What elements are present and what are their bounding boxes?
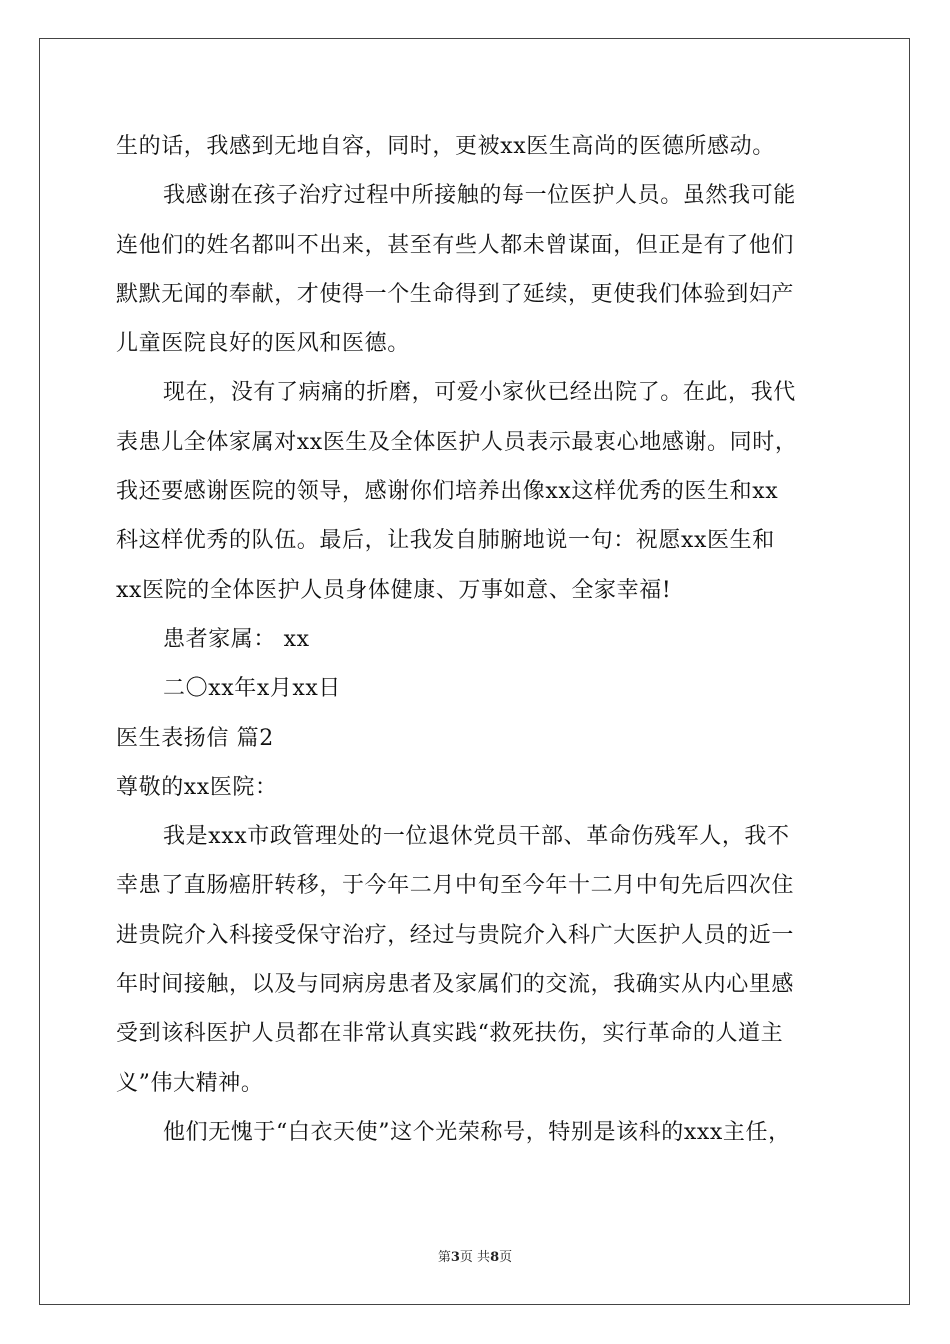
total-pages-number: 8 (490, 1250, 500, 1265)
text-line: 现在，没有了病痛的折磨，可爱小家伙已经出院了。在此，我代 (163, 380, 796, 406)
text-line: 连他们的姓名都叫不出来，甚至有些人都未曾谋面，但正是有了他们 (116, 232, 795, 258)
text-line: 我还要感谢医院的领导，感谢你们培养出像xx这样优秀的医生和xx (116, 479, 779, 505)
page-label-mid: 页 共 (459, 1250, 491, 1265)
document-body (116, 122, 851, 1157)
page-label-prefix: 第 (437, 1250, 451, 1265)
current-page-number: 3 (450, 1250, 460, 1265)
text-line: 我是xxx市政管理处的一位退休党员干部、革命伤残军人，我不 (163, 824, 790, 850)
page-label-suffix: 页 (499, 1250, 513, 1265)
page-footer (0, 1246, 950, 1265)
text-line: 年时间接触，以及与同病房患者及家属们的交流，我确实从内心里感 (116, 972, 795, 998)
text-line: 默默无闻的奉献，才使得一个生命得到了延续，更使我们体验到妇产 (116, 281, 795, 307)
text-line: 他们无愧于“白衣天使”这个光荣称号，特别是该科的xxx主任， (163, 1119, 791, 1145)
text-line: 生的话，我感到无地自容，同时，更被xx医生高尚的医德所感动。 (116, 134, 775, 159)
signature-line: 患者家属： xx (163, 626, 310, 652)
section-title: 医生表扬信 篇2 (116, 725, 274, 751)
date-line: 二〇xx年x月xx日 (163, 676, 342, 702)
text-line: 儿童医院良好的医风和医德。 (116, 331, 410, 357)
salutation: 尊敬的xx医院： (116, 774, 278, 800)
text-line: 进贵院介入科接受保守治疗，经过与贵院介入科广大医护人员的近一 (116, 922, 795, 948)
text-line: 科这样优秀的队伍。最后，让我发自肺腑地说一句：祝愿xx医生和 (116, 528, 775, 554)
text-line: 我感谢在孩子治疗过程中所接触的每一位医护人员。虽然我可能 (163, 183, 796, 209)
text-line: 表患儿全体家属对xx医生及全体医护人员表示最衷心地感谢。同时， (116, 429, 798, 455)
text-line: 义”伟大精神。 (116, 1070, 264, 1096)
text-line: 幸患了直肠癌肝转移，于今年二月中旬至今年十二月中旬先后四次住 (116, 873, 795, 899)
text-line: xx医院的全体医护人员身体健康、万事如意、全家幸福! (116, 577, 672, 603)
text-line: 受到该科医护人员都在非常认真实践“救死扶伤，实行革命的人道主 (116, 1021, 784, 1047)
